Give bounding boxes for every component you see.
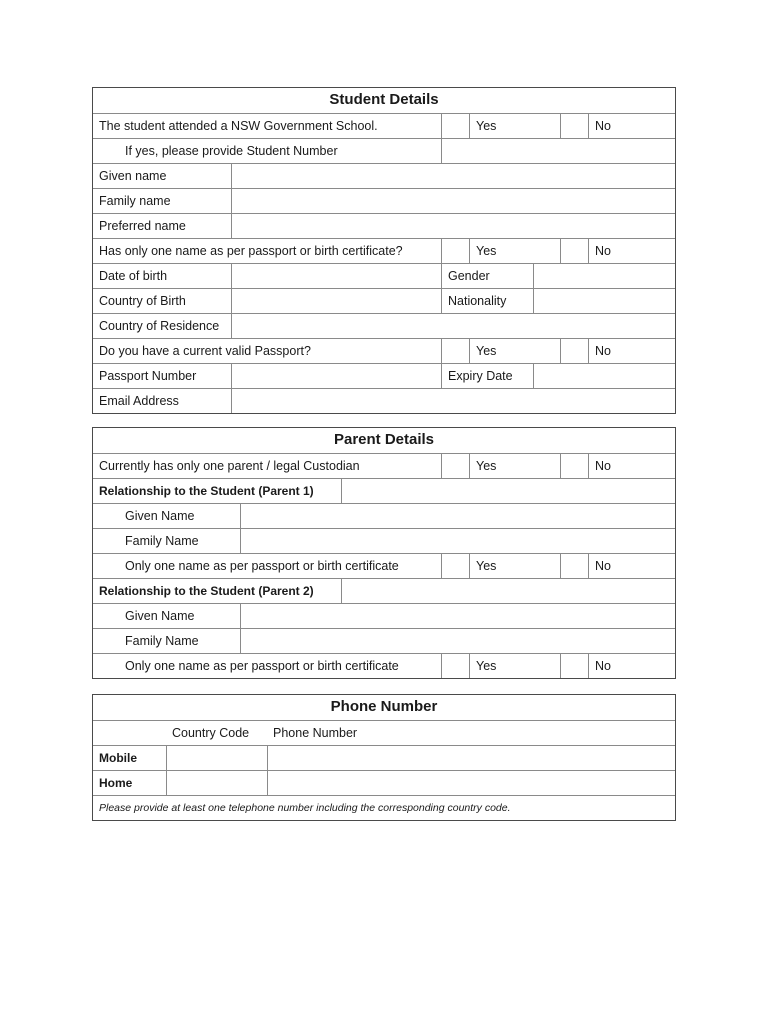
valid-passport-row <box>93 338 675 363</box>
student-number-field[interactable] <box>441 139 675 163</box>
only-one-name-no-label: No <box>588 239 675 263</box>
preferred-name-label: Preferred name <box>99 219 186 233</box>
parent1-only-one-name-row <box>93 553 675 578</box>
home-row <box>93 770 675 795</box>
attended-nsw-no-label: No <box>588 114 675 138</box>
valid-passport-yes-label: Yes <box>469 339 560 363</box>
parent2-family-name-row <box>93 628 675 653</box>
one-parent-yes-checkbox[interactable] <box>441 454 469 478</box>
student-details-header <box>93 88 675 113</box>
family-name-row <box>93 188 675 213</box>
parent1-only-one-name-no-label: No <box>588 554 675 578</box>
only-one-name-label: Has only one name as per passport or birth certificate? <box>99 244 403 258</box>
dob-gender-row <box>93 263 675 288</box>
parent2-only-one-name-yes-label: Yes <box>469 654 560 678</box>
parent2-only-one-name-no-label: No <box>588 654 675 678</box>
given-name-label: Given name <box>99 169 167 183</box>
family-name-field[interactable] <box>231 189 675 213</box>
mobile-label: Mobile <box>99 751 137 765</box>
only-one-name-row <box>93 238 675 263</box>
parent2-only-one-name-no-checkbox[interactable] <box>560 654 588 678</box>
attended-nsw-row <box>93 113 675 138</box>
one-parent-no-checkbox[interactable] <box>560 454 588 478</box>
parent2-only-one-name-row <box>93 653 675 678</box>
attended-nsw-yes-checkbox[interactable] <box>441 114 469 138</box>
one-parent-row <box>93 453 675 478</box>
only-one-name-yes-label: Yes <box>469 239 560 263</box>
attended-nsw-no-checkbox[interactable] <box>560 114 588 138</box>
country-of-residence-label: Country of Residence <box>99 319 220 333</box>
home-label: Home <box>99 776 133 790</box>
parent1-relationship-label: Relationship to the Student (Parent 1) <box>99 484 314 498</box>
parent1-only-one-name-no-checkbox[interactable] <box>560 554 588 578</box>
parent1-only-one-name-yes-checkbox[interactable] <box>441 554 469 578</box>
parent1-family-name-field[interactable] <box>240 529 675 553</box>
passport-number-row <box>93 363 675 388</box>
one-parent-yes-label: Yes <box>469 454 560 478</box>
home-number-field[interactable] <box>267 771 675 795</box>
passport-number-label: Passport Number <box>99 369 197 383</box>
only-one-name-no-checkbox[interactable] <box>560 239 588 263</box>
parent2-relationship-row <box>93 578 675 603</box>
valid-passport-yes-checkbox[interactable] <box>441 339 469 363</box>
attended-nsw-yes-label: Yes <box>469 114 560 138</box>
expiry-date-label: Expiry Date <box>441 364 533 388</box>
parent1-relationship-row <box>93 478 675 503</box>
home-country-code-field[interactable] <box>166 771 267 795</box>
parent1-only-one-name-yes-label: Yes <box>469 554 560 578</box>
parent2-only-one-name-label: Only one name as per passport or birth certificate <box>125 659 399 673</box>
passport-number-field[interactable] <box>231 364 441 388</box>
given-name-row <box>93 163 675 188</box>
parent2-given-name-label: Given Name <box>125 609 195 623</box>
given-name-field[interactable] <box>231 164 675 188</box>
parent1-family-name-row <box>93 528 675 553</box>
country-code-header: Country Code <box>172 726 250 740</box>
student-details-section <box>92 87 676 414</box>
birth-nationality-row <box>93 288 675 313</box>
parent2-given-name-field[interactable] <box>240 604 675 628</box>
parent2-only-one-name-yes-checkbox[interactable] <box>441 654 469 678</box>
phone-note-row <box>93 795 675 820</box>
parent2-relationship-field[interactable] <box>341 579 675 603</box>
parent-details-title: Parent Details <box>333 431 435 448</box>
country-of-residence-field[interactable] <box>231 314 675 338</box>
parent2-family-name-label: Family Name <box>125 634 199 648</box>
gender-field[interactable] <box>533 264 675 288</box>
preferred-name-field[interactable] <box>231 214 675 238</box>
country-of-residence-row <box>93 313 675 338</box>
one-parent-label: Currently has only one parent / legal Custodian <box>99 459 360 473</box>
parent1-given-name-row <box>93 503 675 528</box>
parent1-given-name-label: Given Name <box>125 509 195 523</box>
one-parent-no-label: No <box>588 454 675 478</box>
phone-note: Please provide at least one telephone number including the corresponding country code. <box>99 802 511 814</box>
parent2-family-name-field[interactable] <box>240 629 675 653</box>
parent-details-header <box>93 428 675 453</box>
date-of-birth-field[interactable] <box>231 264 441 288</box>
valid-passport-no-label: No <box>588 339 675 363</box>
student-number-label: If yes, please provide Student Number <box>125 144 338 158</box>
family-name-label: Family name <box>99 194 171 208</box>
mobile-row <box>93 745 675 770</box>
phone-number-header-label: Phone Number <box>273 726 358 740</box>
parent1-given-name-field[interactable] <box>240 504 675 528</box>
country-of-birth-label: Country of Birth <box>99 294 186 308</box>
mobile-country-code-field[interactable] <box>166 746 267 770</box>
preferred-name-row <box>93 213 675 238</box>
valid-passport-no-checkbox[interactable] <box>560 339 588 363</box>
parent1-family-name-label: Family Name <box>125 534 199 548</box>
email-row <box>93 388 675 413</box>
student-number-row <box>93 138 675 163</box>
parent-details-section <box>92 427 676 679</box>
parent2-given-name-row <box>93 603 675 628</box>
email-label: Email Address <box>99 394 179 408</box>
student-details-title: Student Details <box>329 91 439 108</box>
valid-passport-label: Do you have a current valid Passport? <box>99 344 311 358</box>
parent1-only-one-name-label: Only one name as per passport or birth certificate <box>125 559 399 573</box>
country-of-birth-field[interactable] <box>231 289 441 313</box>
phone-column-header-row <box>93 720 675 745</box>
parent1-relationship-field[interactable] <box>341 479 675 503</box>
nationality-label: Nationality <box>441 289 533 313</box>
attended-nsw-label: The student attended a NSW Government School. <box>99 119 378 133</box>
parent2-relationship-label: Relationship to the Student (Parent 2) <box>99 584 314 598</box>
mobile-number-field[interactable] <box>267 746 675 770</box>
date-of-birth-label: Date of birth <box>99 269 168 283</box>
phone-number-header <box>93 695 675 720</box>
phone-number-section <box>92 694 676 821</box>
gender-label: Gender <box>441 264 533 288</box>
nationality-field[interactable] <box>533 289 675 313</box>
phone-number-title: Phone Number <box>330 698 438 715</box>
email-field[interactable] <box>231 389 675 413</box>
only-one-name-yes-checkbox[interactable] <box>441 239 469 263</box>
expiry-date-field[interactable] <box>533 364 675 388</box>
